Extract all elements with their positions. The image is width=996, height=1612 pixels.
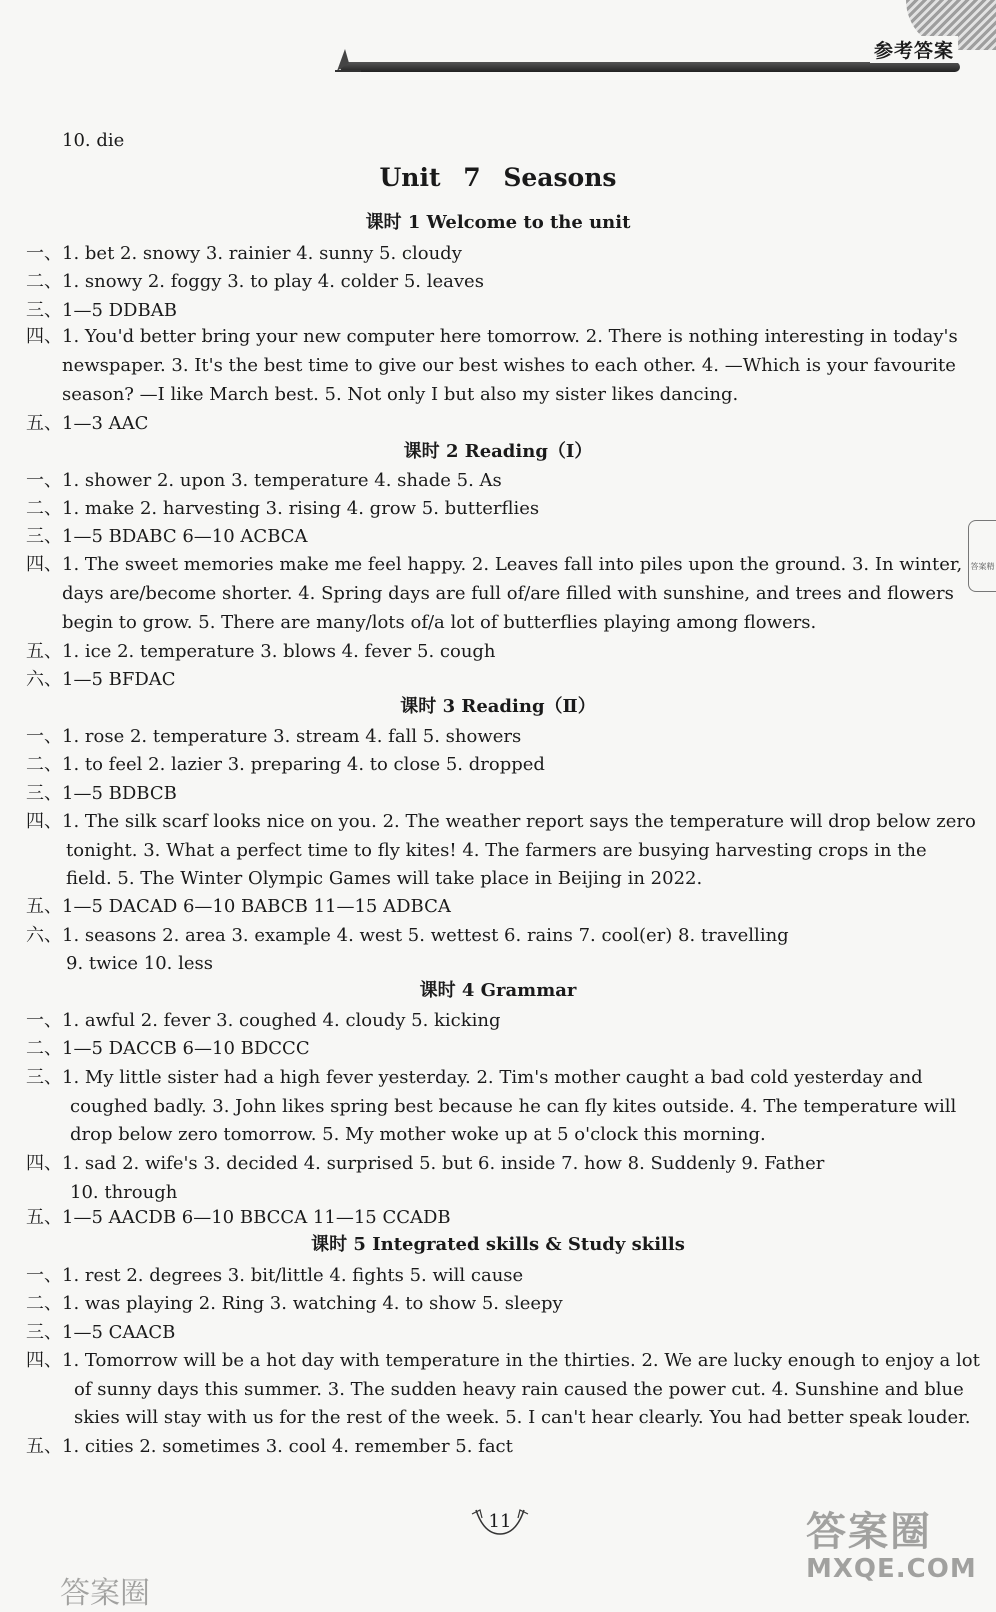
answer-line: 一、1. rose 2. temperature 3. stream 4. fall 5. showers <box>26 726 522 747</box>
answer-line: 二、1. was playing 2. Ring 3. watching 4. to show 5. sleepy <box>26 1293 563 1314</box>
answer-line: 二、1. snowy 2. foggy 3. to play 4. colder 5. leaves <box>26 271 484 292</box>
lesson-heading: 课时 5 Integrated skills & Study skills <box>311 1234 685 1255</box>
answer-line: 10. through <box>70 1182 178 1203</box>
answer-line: 四、1. Tomorrow will be a hot day with temperature in the thirties. 2. We are lucky enough to enjoy a lot <box>26 1350 980 1371</box>
answer-line: newspaper. 3. It's the best time to give our best wishes to each other. 4. —Which is your favourite <box>62 355 956 376</box>
unit-title: Unit 7 Seasons <box>379 163 617 192</box>
answer-line: 五、1. ice 2. temperature 3. blows 4. fever 5. cough <box>26 641 496 662</box>
page-number <box>470 1506 530 1538</box>
answer-line: 五、1—3 AAC <box>26 413 149 434</box>
answer-line: 五、1. cities 2. sometimes 3. cool 4. remember 5. fact <box>26 1436 513 1457</box>
bottom-faint-text: 答案圈 <box>60 1576 150 1611</box>
answer-line: 二、1. make 2. harvesting 3. rising 4. grow 5. butterflies <box>26 498 540 519</box>
pre-line: 10. die <box>62 130 125 151</box>
answer-line: 一、1. shower 2. upon 3. temperature 4. shade 5. As <box>26 470 502 491</box>
answer-line: 六、1. seasons 2. area 3. example 4. west 5. wettest 6. rains 7. cool(er) 8. travelling <box>26 925 789 946</box>
answer-line: 四、1. The sweet memories make me feel happy. 2. Leaves fall into piles upon the ground. 3. In winter, <box>26 554 963 575</box>
answer-line: begin to grow. 5. There are many/lots of/a lot of butterflies playing among flowers. <box>62 612 817 633</box>
answer-line: field. 5. The Winter Olympic Games will take place in Beijing in 2022. <box>66 868 703 889</box>
answer-line: 三、1—5 DDBAB <box>26 300 177 321</box>
answer-line: 9. twice 10. less <box>66 953 213 974</box>
answer-line: coughed badly. 3. John likes spring best because he can fly kites outside. 4. The temperature will <box>70 1096 957 1117</box>
side-tab: 答案精 <box>968 520 996 592</box>
answer-line: 三、1. My little sister had a high fever yesterday. 2. Tim's mother caught a bad cold yesterday and <box>26 1067 923 1088</box>
answer-line: 四、1. You'd better bring your new computer here tomorrow. 2. There is nothing interesting in today's <box>26 326 958 347</box>
answer-line: 四、1. The silk scarf looks nice on you. 2. The weather report says the temperature will drop below zero <box>26 811 976 832</box>
answer-line: 五、1—5 AACDB 6—10 BBCCA 11—15 CCADB <box>26 1207 451 1228</box>
answer-line: tonight. 3. What a perfect time to fly kites! 4. The farmers are busying harvesting crops in the <box>66 840 927 861</box>
page-number-text: 11 <box>488 1511 512 1532</box>
answer-line: 五、1—5 DACAD 6—10 BABCB 11—15 ADBCA <box>26 896 451 917</box>
answer-line: 一、1. awful 2. fever 3. coughed 4. cloudy 5. kicking <box>26 1010 501 1031</box>
watermark-top: 答案圈 <box>806 1509 932 1555</box>
header-label: 参考答案 <box>870 36 958 63</box>
answer-line: drop below zero tomorrow. 5. My mother woke up at 5 o'clock this morning. <box>70 1124 766 1145</box>
answer-line: 一、1. rest 2. degrees 3. bit/little 4. fights 5. will cause <box>26 1265 524 1286</box>
answer-line: days are/become shorter. 4. Spring days are full of/are filled with sunshine, and trees and flowers <box>62 583 954 604</box>
answer-line: 二、1—5 DACCB 6—10 BDCCC <box>26 1038 310 1059</box>
lesson-heading: 课时 4 Grammar <box>419 980 577 1001</box>
watermark-bottom: MXQE.COM <box>806 1554 977 1584</box>
lesson-heading: 课时 3 Reading（Ⅱ） <box>400 696 596 717</box>
answer-line: of sunny days this summer. 3. The sudden heavy rain caused the power cut. 4. Sunshine and blue <box>74 1379 964 1400</box>
faded-stamp <box>85 1278 245 1338</box>
answer-line: 三、1—5 BDBCB <box>26 783 177 804</box>
answer-line: skies will stay with us for the rest of the week. 5. I can't hear clearly. You had better speak louder. <box>74 1407 971 1428</box>
header-bar <box>340 62 960 72</box>
answer-line: 六、1—5 BFDAC <box>26 669 176 690</box>
lesson-heading: 课时 2 Reading（Ⅰ） <box>403 441 593 462</box>
answer-line: season? —I like March best. 5. Not only I but also my sister likes dancing. <box>62 384 739 405</box>
answer-line: 三、1—5 CAACB <box>26 1322 176 1343</box>
answer-line: 四、1. sad 2. wife's 3. decided 4. surprised 5. but 6. inside 7. how 8. Suddenly 9. Father <box>26 1153 825 1174</box>
answer-line: 一、1. bet 2. snowy 3. rainier 4. sunny 5. cloudy <box>26 243 462 264</box>
answer-line: 二、1. to feel 2. lazier 3. preparing 4. to close 5. dropped <box>26 754 545 775</box>
quill-icon <box>333 45 363 73</box>
lesson-heading: 课时 1 Welcome to the unit <box>365 212 631 233</box>
answer-line: 三、1—5 BDABC 6—10 ACBCA <box>26 526 308 547</box>
watermark <box>806 1510 976 1590</box>
